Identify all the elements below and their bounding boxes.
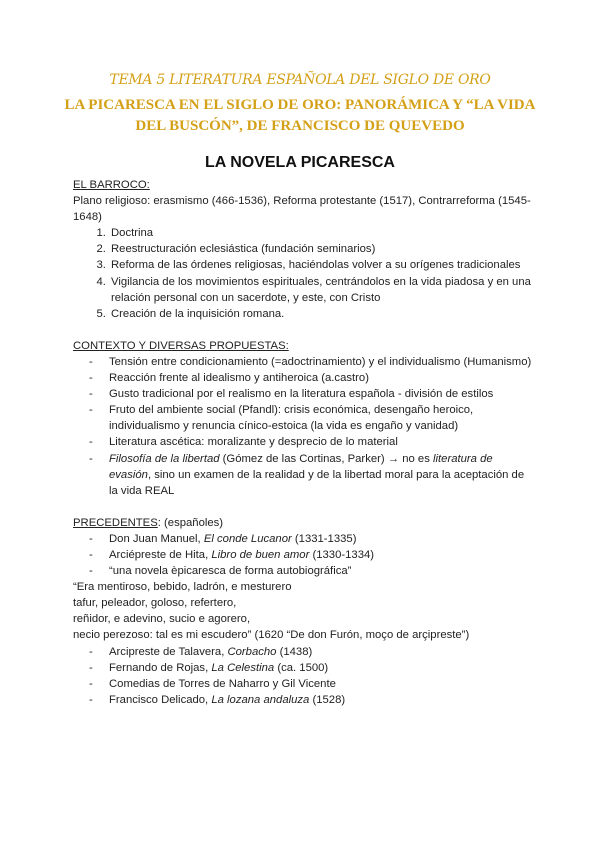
list-item: 3. Reforma de las órdenes religiosas, haciéndolas volver a su orígenes tradicionales <box>109 257 533 273</box>
section-heading: LA NOVELA PICARESCA <box>205 154 395 171</box>
list-item: - Literatura ascética: moralizante y desprecio de lo material <box>109 434 533 450</box>
list-item: 1. Doctrina <box>109 225 533 241</box>
book-title: Filosofía de la libertad <box>109 452 220 465</box>
precedentes-heading: PRECEDENTES: (españoles) <box>73 516 224 529</box>
list-item: 2. Reestructuración eclesiástica (fundación seminarios) <box>109 241 533 257</box>
term: literatura de evasión <box>109 452 493 481</box>
list-item: - Comedias de Torres de Naharro y Gil Vicente <box>109 676 533 692</box>
list-item: - Fruto del ambiente social (Pfandl): crisis económica, desengaño heroico, individualismo y renuncia cínico-estoica (la vida es engaño y vanidad) <box>109 402 533 434</box>
precedentes-list-2 <box>73 644 533 708</box>
list-item: - Fernando de Rojas, La Celestina (ca. 1500) <box>109 660 533 676</box>
quote-line: necio perezoso: tal es mi escudero” (1620 “De don Furón, moço de arçipreste”) <box>73 629 470 642</box>
list-item: - Arciépreste de Hita, Libro de buen amor (1330-1334) <box>109 547 533 563</box>
list-item: - Arcipreste de Talavera, Corbacho (1438) <box>109 644 533 660</box>
barroco-intro: Plano religioso: erasmismo (466-1536), Reforma protestante (1517), Contrarreforma (1545-1648) <box>73 195 531 224</box>
list-item: - “una novela èpicaresca de forma autobiográfica” <box>109 563 533 579</box>
barroco-list <box>73 225 533 322</box>
contexto-label: CONTEXTO Y DIVERSAS PROPUESTAS: <box>73 339 289 352</box>
topic-subtitle: LA PICARESCA EN EL SIGLO DE ORO: PANORÁMICA Y “LA VIDA DEL BUSCÓN”, DE FRANCISCO DE QUEVEDO <box>64 97 536 134</box>
document-body <box>73 177 533 708</box>
list-item: - Don Juan Manuel, El conde Lucanor (1331-1335) <box>109 531 533 547</box>
barroco-label: EL BARROCO: <box>73 179 150 191</box>
list-item: - Reacción frente al idealismo y antiheroica (a.castro) <box>109 370 533 386</box>
contexto-list <box>73 354 533 499</box>
list-item: - Tensión entre condicionamiento (=adoctrinamiento) y el individualismo (Humanismo) <box>109 354 533 370</box>
list-item: 4. Vigilancia de los movimientos espirituales, centrándolos en la vida piadosa y en una relación personal con un sacerdote, y este, con Cristo <box>109 274 533 306</box>
quote-line: reñidor, e adevino, sucio e agorero, <box>73 613 251 626</box>
list-item: - Filosofía de la libertad (Gómez de las Cortinas, Parker) → no es literatura de evasión, sino un examen de la realidad y de la libertad moral para la aceptación de la vida REAL <box>109 451 533 499</box>
precedentes-list-1 <box>73 531 533 579</box>
list-item: - Gusto tradicional por el realismo en la literatura española - división de estilos <box>109 386 533 402</box>
quote-line: tafur, peleador, goloso, refertero, <box>73 597 237 610</box>
list-item: - Francisco Delicado, La lozana andaluza (1528) <box>109 692 533 708</box>
quote-line: “Era mentiroso, bebido, ladrón, e mesturero <box>73 581 292 594</box>
course-title: TEMA 5 LITERATURA ESPAÑOLA DEL SIGLO DE ORO <box>109 72 491 88</box>
list-item: 5. Creación de la inquisición romana. <box>109 306 533 322</box>
precedentes-label: PRECEDENTES <box>73 516 158 529</box>
